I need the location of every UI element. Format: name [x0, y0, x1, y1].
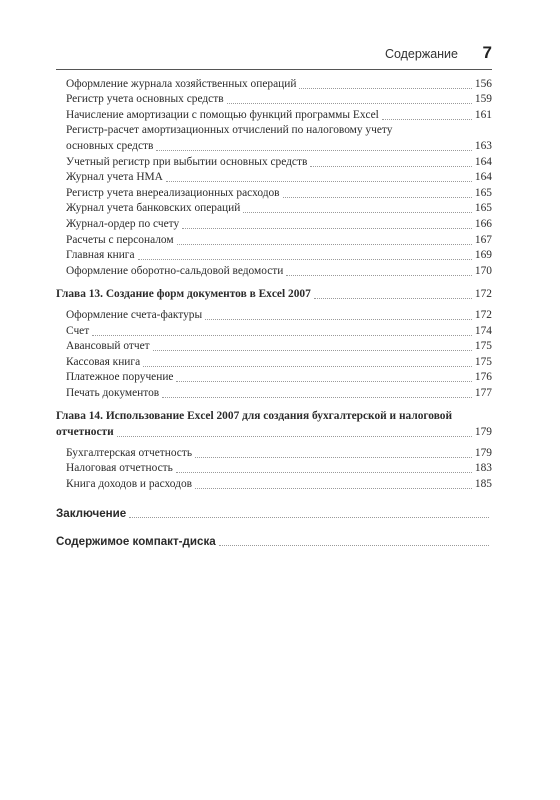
toc-chapter-page: 172: [474, 288, 492, 301]
dot-leader: [286, 274, 472, 276]
dot-leader: [314, 297, 472, 299]
toc-entry-page: 164: [474, 155, 492, 168]
toc-entry-page: 165: [474, 186, 492, 199]
toc-chapter-label: Глава 13. Создание форм документов в Excel 2007: [56, 288, 311, 301]
toc-entry[interactable]: [56, 248, 492, 264]
dot-leader: [129, 516, 489, 518]
toc-entry-page: 167: [474, 233, 492, 246]
toc-chapter-page: 179: [474, 426, 492, 439]
toc-entry[interactable]: [56, 216, 492, 232]
toc-entry-label: Налоговая отчетность: [66, 462, 173, 475]
dot-leader: [156, 149, 472, 151]
toc-entry-page: 164: [474, 171, 492, 184]
toc-entry-label: Платежное поручение: [66, 371, 174, 384]
toc-entry-label: Журнал учета банковских операций: [66, 202, 241, 215]
toc-entry-label: Кассовая книга: [66, 355, 141, 368]
dot-leader: [195, 456, 472, 458]
toc-entry-page: 161: [474, 108, 492, 121]
running-header: [56, 44, 492, 66]
dot-leader: [299, 87, 471, 89]
toc-entry-label: основных средств: [66, 139, 154, 152]
page-number: 7: [482, 43, 492, 62]
toc-section-conclusion[interactable]: [56, 506, 492, 522]
toc-entry-label: Оформление оборотно-сальдовой ведомости: [66, 264, 284, 277]
toc-entry-page: 175: [474, 355, 492, 368]
toc-entry-first-line[interactable]: [56, 123, 492, 139]
toc-entry-page: 165: [474, 202, 492, 215]
toc-entry[interactable]: [56, 76, 492, 92]
dot-leader: [92, 334, 472, 336]
toc-entry[interactable]: [56, 154, 492, 170]
toc-entry-page: 172: [474, 308, 492, 321]
toc-entry-page: 169: [474, 249, 492, 262]
dot-leader: [310, 165, 472, 167]
toc-entry-label: Регистр учета внереализационных расходов: [66, 186, 280, 199]
toc-entry-label: Оформление журнала хозяйственных операций: [66, 77, 297, 90]
header-rule: [56, 69, 492, 70]
dot-leader: [227, 102, 472, 104]
dot-leader: [162, 396, 472, 398]
toc-entry-continuation[interactable]: [56, 138, 492, 154]
toc-chapter-line2: [56, 424, 492, 440]
dot-leader: [243, 211, 472, 213]
toc-entry[interactable]: [56, 385, 492, 401]
toc-entry-page: 174: [474, 324, 492, 337]
toc-entry-page: 156: [474, 77, 492, 90]
toc-entry-page: 183: [474, 462, 492, 475]
toc-entry[interactable]: [56, 339, 492, 355]
toc-entry-label: Журнал учета НМА: [66, 171, 163, 184]
toc-entry[interactable]: [56, 263, 492, 279]
toc-chapter-label-line2: отчетности: [56, 426, 114, 439]
toc-entry[interactable]: [56, 107, 492, 123]
toc-entry-page: 179: [474, 446, 492, 459]
toc-entry-label: Расчеты с персоналом: [66, 233, 174, 246]
toc-entry[interactable]: [56, 232, 492, 248]
toc-entry-label: Книга доходов и расходов: [66, 477, 193, 490]
dot-leader: [177, 243, 472, 245]
dot-leader: [195, 487, 472, 489]
toc-section-label: Заключение: [56, 507, 127, 521]
dot-leader: [138, 258, 472, 260]
toc-entry-page: 170: [474, 264, 492, 277]
dot-leader: [205, 318, 472, 320]
toc-entry-label: Регистр учета основных средств: [66, 93, 224, 106]
toc-chapter-label-line1: Глава 14. Использование Excel 2007 для создания бухгалтерской и налоговой: [56, 409, 453, 422]
toc-entry-label: Оформление счета-фактуры: [66, 308, 203, 321]
toc-entry-label: Учетный регистр при выбытии основных средств: [66, 155, 308, 168]
dot-leader: [143, 365, 472, 367]
toc-entry[interactable]: [56, 92, 492, 108]
toc-entry-label: Счет: [66, 324, 90, 337]
dot-leader: [166, 180, 472, 182]
toc-section-label: Содержимое компакт-диска: [56, 535, 216, 549]
toc-entry[interactable]: [56, 445, 492, 461]
toc-entry-label: Авансовый отчет: [66, 340, 150, 353]
dot-leader: [153, 349, 472, 351]
toc-entry[interactable]: [56, 307, 492, 323]
toc-entry[interactable]: [56, 201, 492, 217]
toc-entry-page: 159: [474, 93, 492, 106]
toc-entry-label: Печать документов: [66, 386, 160, 399]
toc-entry-label: Главная книга: [66, 249, 135, 262]
dot-leader: [176, 471, 472, 473]
toc-entry[interactable]: [56, 354, 492, 370]
toc-chapter-14[interactable]: [56, 409, 492, 440]
toc-entry[interactable]: [56, 185, 492, 201]
toc-entry-page: 185: [474, 477, 492, 490]
toc-entry-page: 166: [474, 217, 492, 230]
dot-leader: [182, 227, 472, 229]
toc-entry-label: Журнал-ордер по счету: [66, 217, 180, 230]
toc-entry-page: 163: [474, 139, 492, 152]
dot-leader: [219, 544, 489, 546]
toc-entry-page: 176: [474, 371, 492, 384]
toc-entry-label: Начисление амортизации с помощью функций программы Excel: [66, 108, 379, 121]
table-of-contents: [56, 76, 492, 549]
toc-entry-label: Регистр-расчет амортизационных отчислений по налоговому учету: [66, 124, 393, 137]
toc-entry[interactable]: [56, 461, 492, 477]
dot-leader: [382, 118, 472, 120]
toc-entry-page: 175: [474, 340, 492, 353]
dot-leader: [283, 196, 472, 198]
toc-entry-label: Бухгалтерская отчетность: [66, 446, 193, 459]
toc-entry[interactable]: [56, 170, 492, 186]
running-header-title: Содержание: [384, 47, 458, 61]
toc-entry[interactable]: [56, 476, 492, 492]
toc-chapter-13[interactable]: [56, 287, 492, 303]
toc-section-cd-contents[interactable]: [56, 533, 492, 549]
toc-entry[interactable]: [56, 370, 492, 386]
dot-leader: [176, 380, 471, 382]
toc-entry-page: 177: [474, 386, 492, 399]
dot-leader: [117, 435, 472, 437]
toc-entry[interactable]: [56, 323, 492, 339]
